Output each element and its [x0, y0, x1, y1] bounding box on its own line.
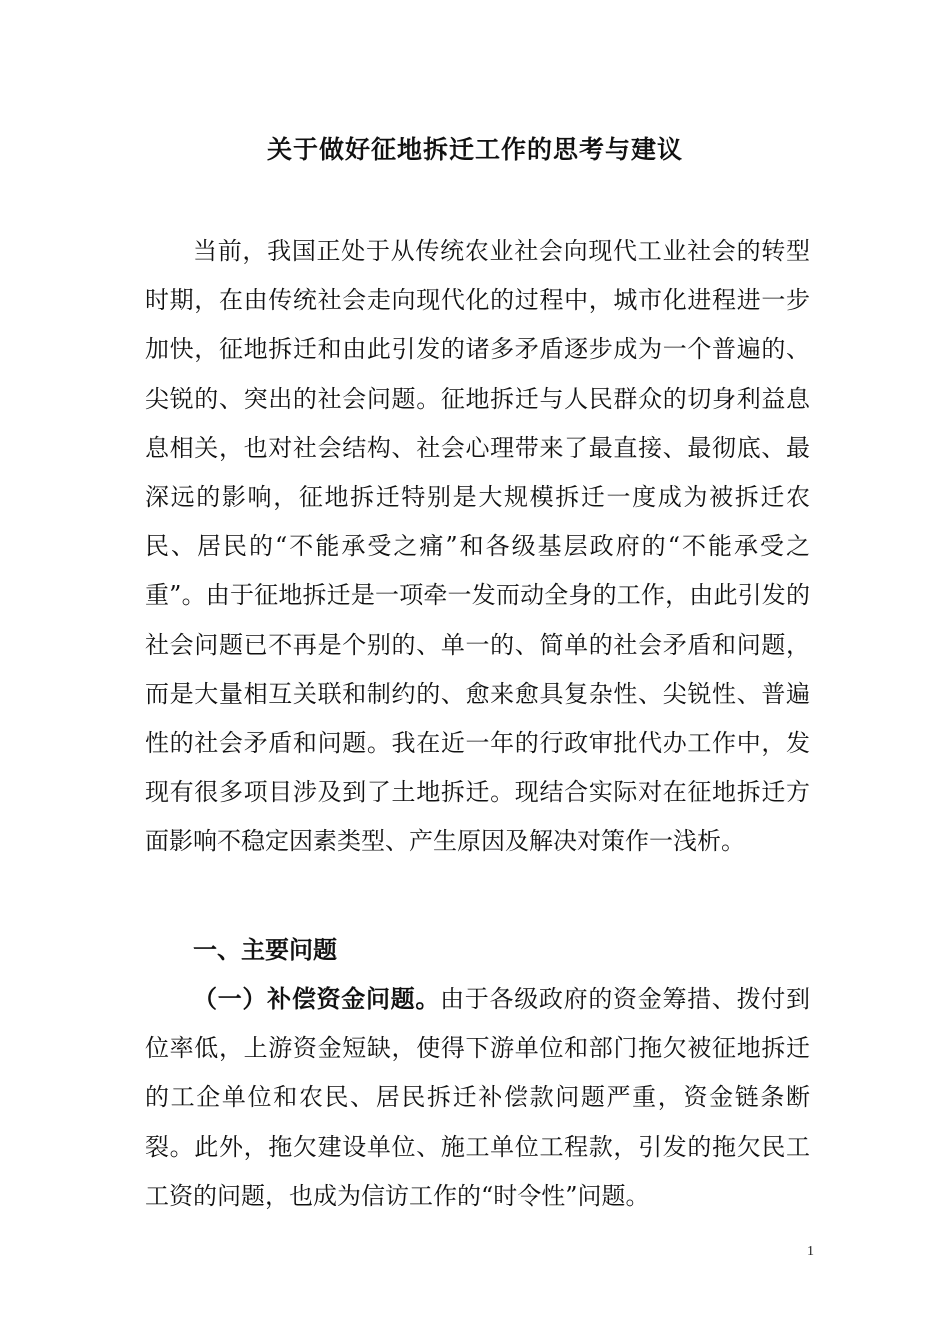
subsection-compensation-funds [145, 974, 810, 1221]
subsection-lead-compensation-funds: （一）补偿资金问题。 [193, 984, 441, 1013]
section-heading-main-issues: 一、主要问题 [193, 935, 337, 964]
document-title: 关于做好征地拆迁工作的思考与建议 [266, 135, 683, 164]
subsection-body-compensation-funds: 由于各级政府的资金筹措、拨付到位率低，上游资金短缺，使得下游单位和部门拖欠被征地拆迁的工企单位和农民、居民拆迁补偿款问题严重，资金链条断裂。此外，拖欠建设单位、施工单位工程款，引发的拖欠民工工资的问题，也成为信访工作的“时令性”问题。 [145, 985, 811, 1210]
intro-paragraph: 当前，我国正处于从传统农业社会向现代工业社会的转型时期，在由传统社会走向现代化的过程中，城市化进程进一步加快，征地拆迁和由此引发的诸多矛盾逐步成为一个普遍的、尖锐的、突出的社会问题。征地拆迁与人民群众的切身利益息息相关，也对社会结构、社会心理带来了最直接、最彻底、最深远的影响，征地拆迁特别是大规模拆迁一度成为被拆迁农民、居民的“不能承受之痛”和各级基层政府的“不能承受之重”。由于征地拆迁是一项牵一发而动全身的工作，由此引发的社会问题已不再是个别的、单一的、简单的社会矛盾和问题，而是大量相互关联和制约的、愈来愈具复杂性、尖锐性、普遍性的社会矛盾和问题。我在近一年的行政审批代办工作中，发现有很多项目涉及到了土地拆迁。现结合实际对在征地拆迁方面影响不稳定因素类型、产生原因及解决对策作一浅析。 [145, 237, 810, 856]
page-number: 1 [807, 1244, 814, 1259]
